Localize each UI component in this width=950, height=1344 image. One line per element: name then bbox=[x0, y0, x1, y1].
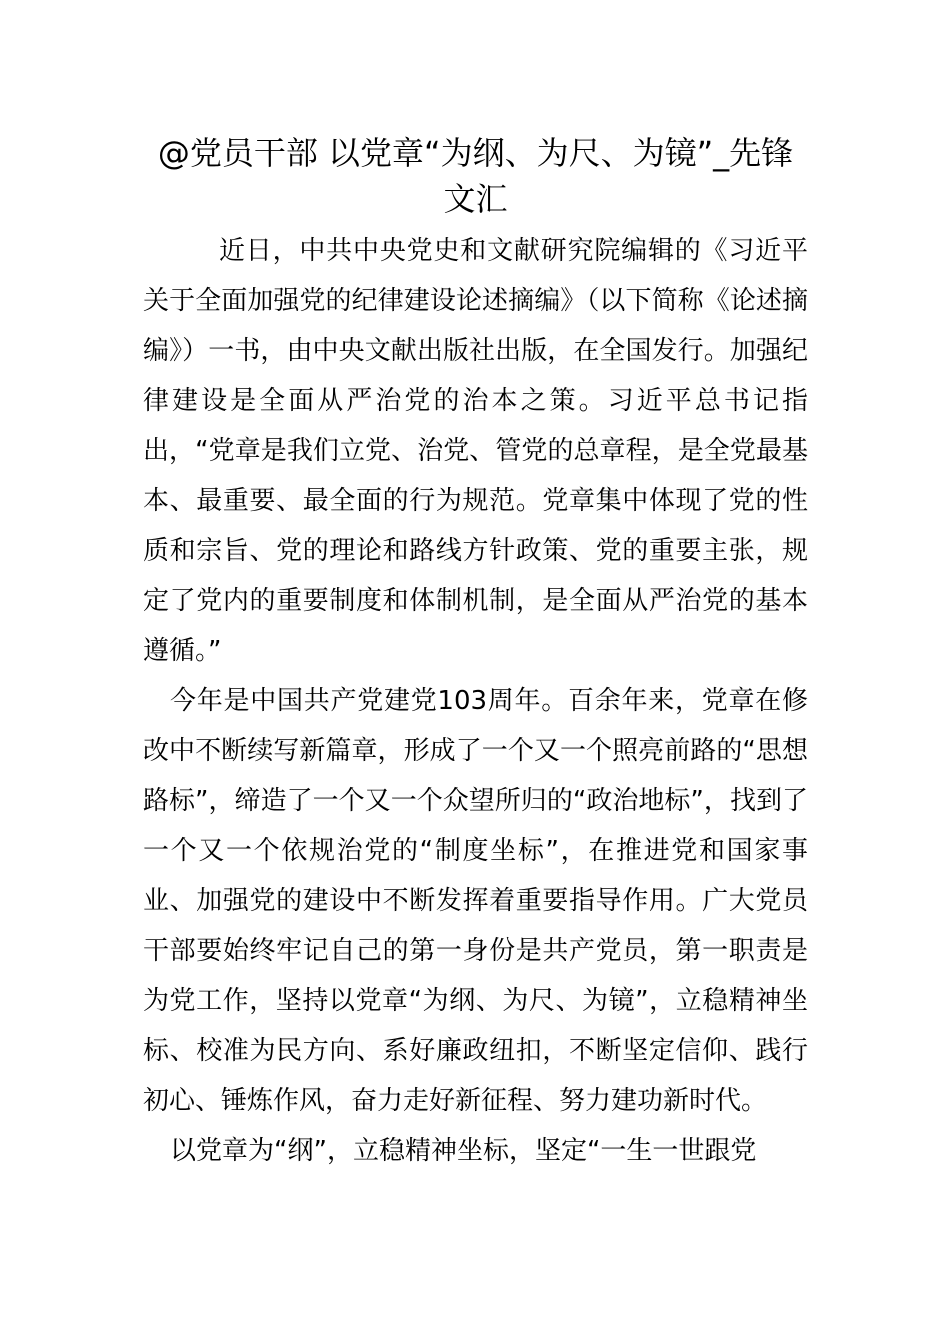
paragraph-1: 近日，中共中央党史和文献研究院编辑的《习近平关于全面加强党的纪律建设论述摘编》（以下简称《论述摘编》）一书，由中央文献出版社出版，在全国发行。加强纪律建设是全面从严治党的治本之策。习近平总书记指出，“党章是我们立党、治党、管党的总章程，是全党最基本、最重要、最全面的行为规范。党章集中体现了党的性质和宗旨、党的理论和路线方针政策、党的重要主张，规定了党内的重要制度和体制机制，是全面从严治党的基本遵循。” bbox=[143, 236, 808, 666]
document-body bbox=[143, 226, 808, 1176]
document-title: @党员干部 以党章“为纲、为尺、为镜”_先锋文汇 bbox=[157, 134, 794, 218]
paragraph-3: 以党章为“纲”，立稳精神坐标，坚定“一生一世跟党 bbox=[170, 1136, 757, 1166]
paragraph-2: 今年是中国共产党建党103周年。百余年来，党章在修改中不断续写新篇章，形成了一个又一个照亮前路的“思想路标”，缔造了一个又一个众望所归的“政治地标”，找到了一个又一个依规治党的“制度坐标”，在推进党和国家事业、加强党的建设中不断发挥着重要指导作用。广大党员干部要始终牢记自己的第一身份是共产党员，第一职责是为党工作，坚持以党章“为纲、为尺、为镜”，立稳精神坐标、校准为民方向、系好廉政纽扣，不断坚定信仰、践行初心、锤炼作风，奋力走好新征程、努力建功新时代。 bbox=[143, 686, 808, 1116]
